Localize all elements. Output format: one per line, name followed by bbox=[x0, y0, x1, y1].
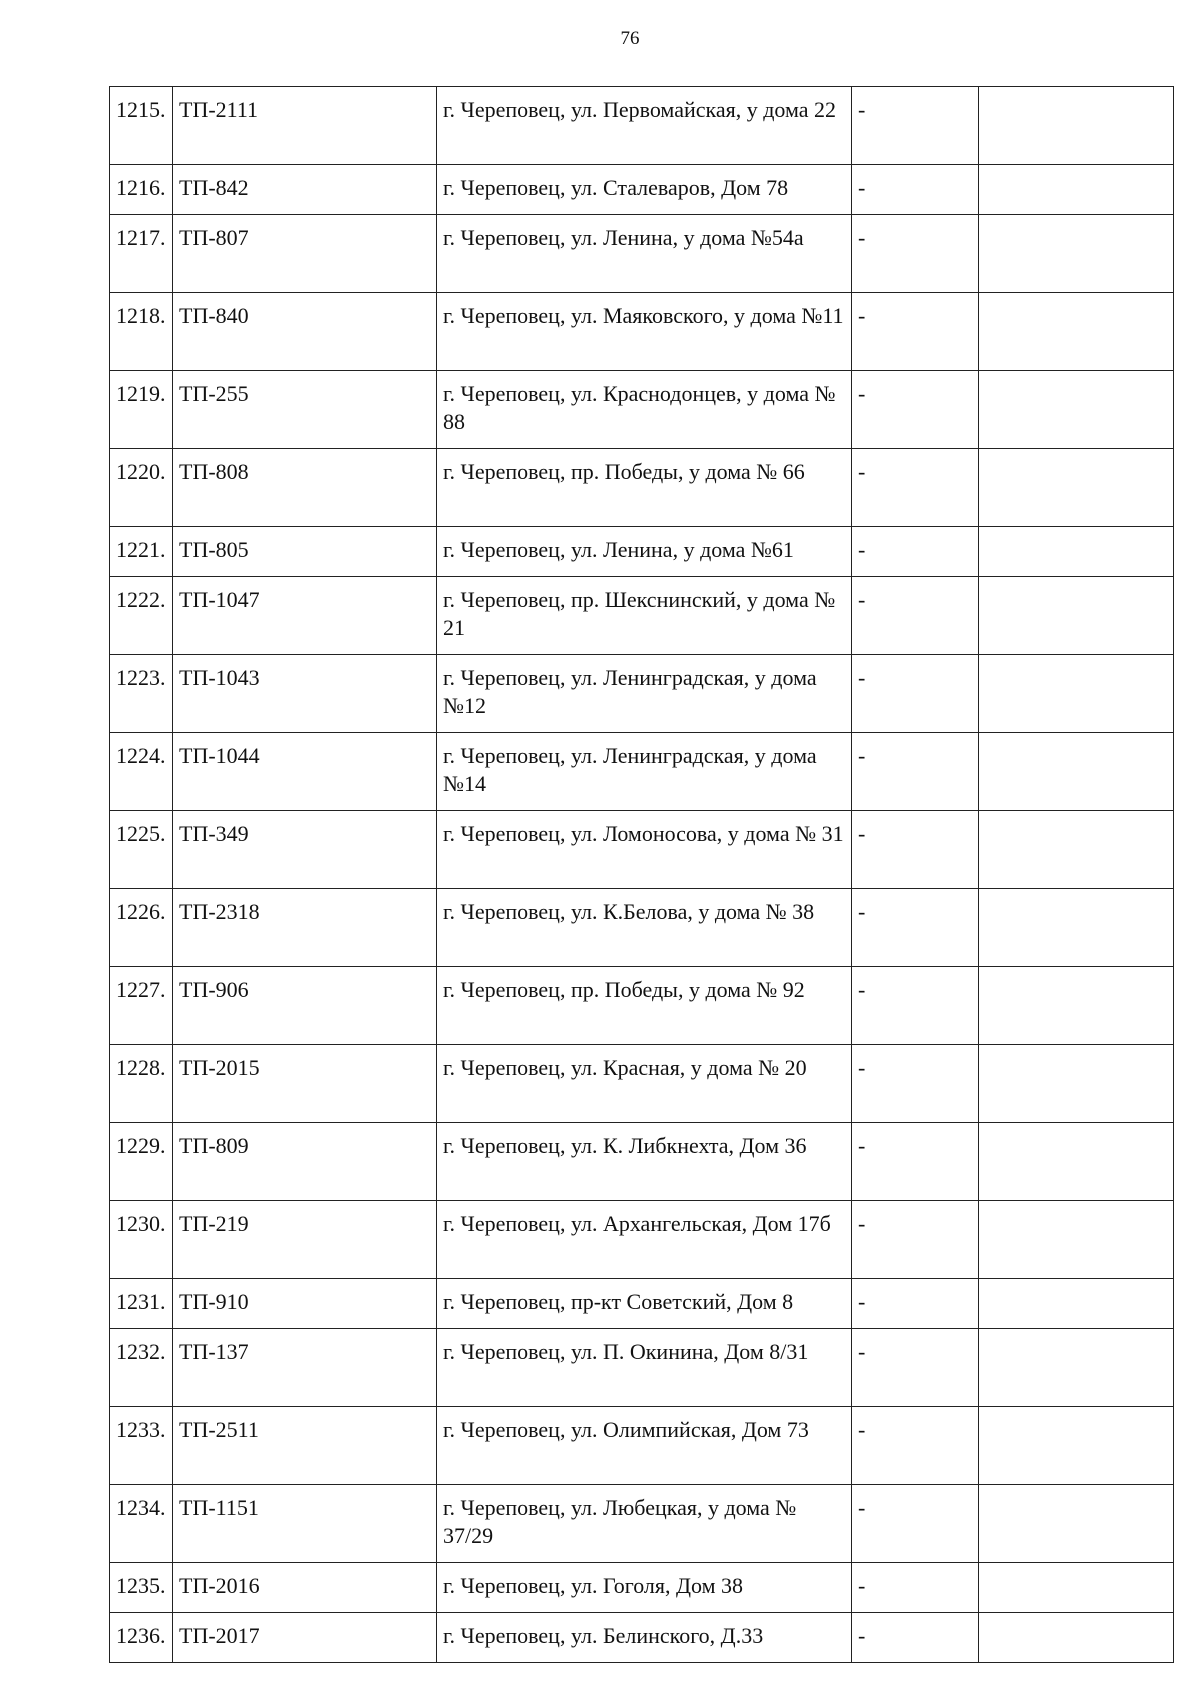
table-row bbox=[110, 733, 1174, 811]
note-cell bbox=[979, 293, 1174, 371]
note-cell bbox=[979, 1485, 1174, 1563]
substation-code-cell: ТП-2016 bbox=[173, 1563, 437, 1613]
value-cell: - bbox=[852, 889, 979, 967]
row-number-cell: 1218. bbox=[110, 293, 173, 371]
value-cell: - bbox=[852, 449, 979, 527]
address-cell: г. Череповец, ул. Ленинградская, у дома №12 bbox=[437, 655, 852, 733]
substation-code-cell: ТП-2511 bbox=[173, 1407, 437, 1485]
substation-code-cell: ТП-805 bbox=[173, 527, 437, 577]
note-cell bbox=[979, 215, 1174, 293]
note-cell bbox=[979, 165, 1174, 215]
value-cell: - bbox=[852, 1279, 979, 1329]
row-number-cell: 1234. bbox=[110, 1485, 173, 1563]
address-cell: г. Череповец, ул. К. Либкнехта, Дом 36 bbox=[437, 1123, 852, 1201]
value-cell: - bbox=[852, 165, 979, 215]
row-number-cell: 1226. bbox=[110, 889, 173, 967]
note-cell bbox=[979, 733, 1174, 811]
table-row bbox=[110, 87, 1174, 165]
table-row bbox=[110, 293, 1174, 371]
address-cell: г. Череповец, пр. Победы, у дома № 92 bbox=[437, 967, 852, 1045]
value-cell: - bbox=[852, 215, 979, 293]
address-cell: г. Череповец, ул. П. Окинина, Дом 8/31 bbox=[437, 1329, 852, 1407]
address-cell: г. Череповец, ул. Архангельская, Дом 17б bbox=[437, 1201, 852, 1279]
note-cell bbox=[979, 811, 1174, 889]
address-cell: г. Череповец, ул. Краснодонцев, у дома № 88 bbox=[437, 371, 852, 449]
substation-code-cell: ТП-1044 bbox=[173, 733, 437, 811]
value-cell: - bbox=[852, 811, 979, 889]
address-cell: г. Череповец, ул. Ленина, у дома №61 bbox=[437, 527, 852, 577]
value-cell: - bbox=[852, 1485, 979, 1563]
address-cell: г. Череповец, ул. Маяковского, у дома №11 bbox=[437, 293, 852, 371]
page-number: 76 bbox=[620, 28, 640, 49]
value-cell: - bbox=[852, 733, 979, 811]
row-number-cell: 1232. bbox=[110, 1329, 173, 1407]
table-row bbox=[110, 1485, 1174, 1563]
table-row bbox=[110, 811, 1174, 889]
substation-table bbox=[109, 86, 1174, 1663]
note-cell bbox=[979, 1613, 1174, 1663]
table-row bbox=[110, 1201, 1174, 1279]
note-cell bbox=[979, 371, 1174, 449]
address-cell: г. Череповец, пр. Победы, у дома № 66 bbox=[437, 449, 852, 527]
value-cell: - bbox=[852, 293, 979, 371]
row-number-cell: 1235. bbox=[110, 1563, 173, 1613]
substation-code-cell: ТП-2111 bbox=[173, 87, 437, 165]
row-number-cell: 1228. bbox=[110, 1045, 173, 1123]
table-row bbox=[110, 1563, 1174, 1613]
row-number-cell: 1219. bbox=[110, 371, 173, 449]
substation-code-cell: ТП-842 bbox=[173, 165, 437, 215]
address-cell: г. Череповец, ул. К.Белова, у дома № 38 bbox=[437, 889, 852, 967]
value-cell: - bbox=[852, 1329, 979, 1407]
row-number-cell: 1223. bbox=[110, 655, 173, 733]
table-row bbox=[110, 1123, 1174, 1201]
note-cell bbox=[979, 1279, 1174, 1329]
substation-code-cell: ТП-219 bbox=[173, 1201, 437, 1279]
substation-code-cell: ТП-906 bbox=[173, 967, 437, 1045]
table-row bbox=[110, 449, 1174, 527]
value-cell: - bbox=[852, 655, 979, 733]
address-cell: г. Череповец, пр. Шекснинский, у дома № 21 bbox=[437, 577, 852, 655]
value-cell: - bbox=[852, 967, 979, 1045]
value-cell: - bbox=[852, 1201, 979, 1279]
table-row bbox=[110, 527, 1174, 577]
table-row bbox=[110, 1407, 1174, 1485]
table-row bbox=[110, 967, 1174, 1045]
address-cell: г. Череповец, ул. Первомайская, у дома 22 bbox=[437, 87, 852, 165]
value-cell: - bbox=[852, 371, 979, 449]
value-cell: - bbox=[852, 527, 979, 577]
row-number-cell: 1222. bbox=[110, 577, 173, 655]
table-body bbox=[110, 87, 1174, 1663]
substation-code-cell: ТП-1043 bbox=[173, 655, 437, 733]
address-cell: г. Череповец, ул. Сталеваров, Дом 78 bbox=[437, 165, 852, 215]
table-row bbox=[110, 371, 1174, 449]
row-number-cell: 1225. bbox=[110, 811, 173, 889]
row-number-cell: 1221. bbox=[110, 527, 173, 577]
row-number-cell: 1231. bbox=[110, 1279, 173, 1329]
table-row bbox=[110, 1279, 1174, 1329]
note-cell bbox=[979, 577, 1174, 655]
note-cell bbox=[979, 1123, 1174, 1201]
address-cell: г. Череповец, ул. Олимпийская, Дом 73 bbox=[437, 1407, 852, 1485]
note-cell bbox=[979, 967, 1174, 1045]
substation-code-cell: ТП-255 bbox=[173, 371, 437, 449]
row-number-cell: 1236. bbox=[110, 1613, 173, 1663]
address-cell: г. Череповец, пр-кт Советский, Дом 8 bbox=[437, 1279, 852, 1329]
substation-code-cell: ТП-137 bbox=[173, 1329, 437, 1407]
value-cell: - bbox=[852, 1563, 979, 1613]
value-cell: - bbox=[852, 1045, 979, 1123]
substation-code-cell: ТП-1151 bbox=[173, 1485, 437, 1563]
address-cell: г. Череповец, ул. Красная, у дома № 20 bbox=[437, 1045, 852, 1123]
note-cell bbox=[979, 1201, 1174, 1279]
row-number-cell: 1229. bbox=[110, 1123, 173, 1201]
substation-code-cell: ТП-2017 bbox=[173, 1613, 437, 1663]
address-cell: г. Череповец, ул. Любецкая, у дома № 37/29 bbox=[437, 1485, 852, 1563]
substation-code-cell: ТП-2015 bbox=[173, 1045, 437, 1123]
row-number-cell: 1217. bbox=[110, 215, 173, 293]
table-row bbox=[110, 577, 1174, 655]
note-cell bbox=[979, 1563, 1174, 1613]
address-cell: г. Череповец, ул. Ломоносова, у дома № 31 bbox=[437, 811, 852, 889]
note-cell bbox=[979, 889, 1174, 967]
value-cell: - bbox=[852, 1407, 979, 1485]
substation-code-cell: ТП-2318 bbox=[173, 889, 437, 967]
substation-code-cell: ТП-809 bbox=[173, 1123, 437, 1201]
note-cell bbox=[979, 449, 1174, 527]
note-cell bbox=[979, 1045, 1174, 1123]
table-row bbox=[110, 215, 1174, 293]
substation-code-cell: ТП-840 bbox=[173, 293, 437, 371]
value-cell: - bbox=[852, 577, 979, 655]
address-cell: г. Череповец, ул. Ленина, у дома №54а bbox=[437, 215, 852, 293]
substation-code-cell: ТП-349 bbox=[173, 811, 437, 889]
substation-code-cell: ТП-807 bbox=[173, 215, 437, 293]
row-number-cell: 1215. bbox=[110, 87, 173, 165]
address-cell: г. Череповец, ул. Гоголя, Дом 38 bbox=[437, 1563, 852, 1613]
row-number-cell: 1220. bbox=[110, 449, 173, 527]
row-number-cell: 1233. bbox=[110, 1407, 173, 1485]
row-number-cell: 1216. bbox=[110, 165, 173, 215]
note-cell bbox=[979, 527, 1174, 577]
table-row bbox=[110, 889, 1174, 967]
table-row bbox=[110, 165, 1174, 215]
table-row bbox=[110, 1329, 1174, 1407]
row-number-cell: 1224. bbox=[110, 733, 173, 811]
value-cell: - bbox=[852, 1613, 979, 1663]
value-cell: - bbox=[852, 1123, 979, 1201]
table-row bbox=[110, 1613, 1174, 1663]
table-row bbox=[110, 1045, 1174, 1123]
substation-code-cell: ТП-1047 bbox=[173, 577, 437, 655]
note-cell bbox=[979, 87, 1174, 165]
substation-code-cell: ТП-910 bbox=[173, 1279, 437, 1329]
note-cell bbox=[979, 1407, 1174, 1485]
value-cell: - bbox=[852, 87, 979, 165]
table-row bbox=[110, 655, 1174, 733]
row-number-cell: 1227. bbox=[110, 967, 173, 1045]
row-number-cell: 1230. bbox=[110, 1201, 173, 1279]
note-cell bbox=[979, 1329, 1174, 1407]
note-cell bbox=[979, 655, 1174, 733]
substation-code-cell: ТП-808 bbox=[173, 449, 437, 527]
address-cell: г. Череповец, ул. Белинского, Д.33 bbox=[437, 1613, 852, 1663]
address-cell: г. Череповец, ул. Ленинградская, у дома №14 bbox=[437, 733, 852, 811]
